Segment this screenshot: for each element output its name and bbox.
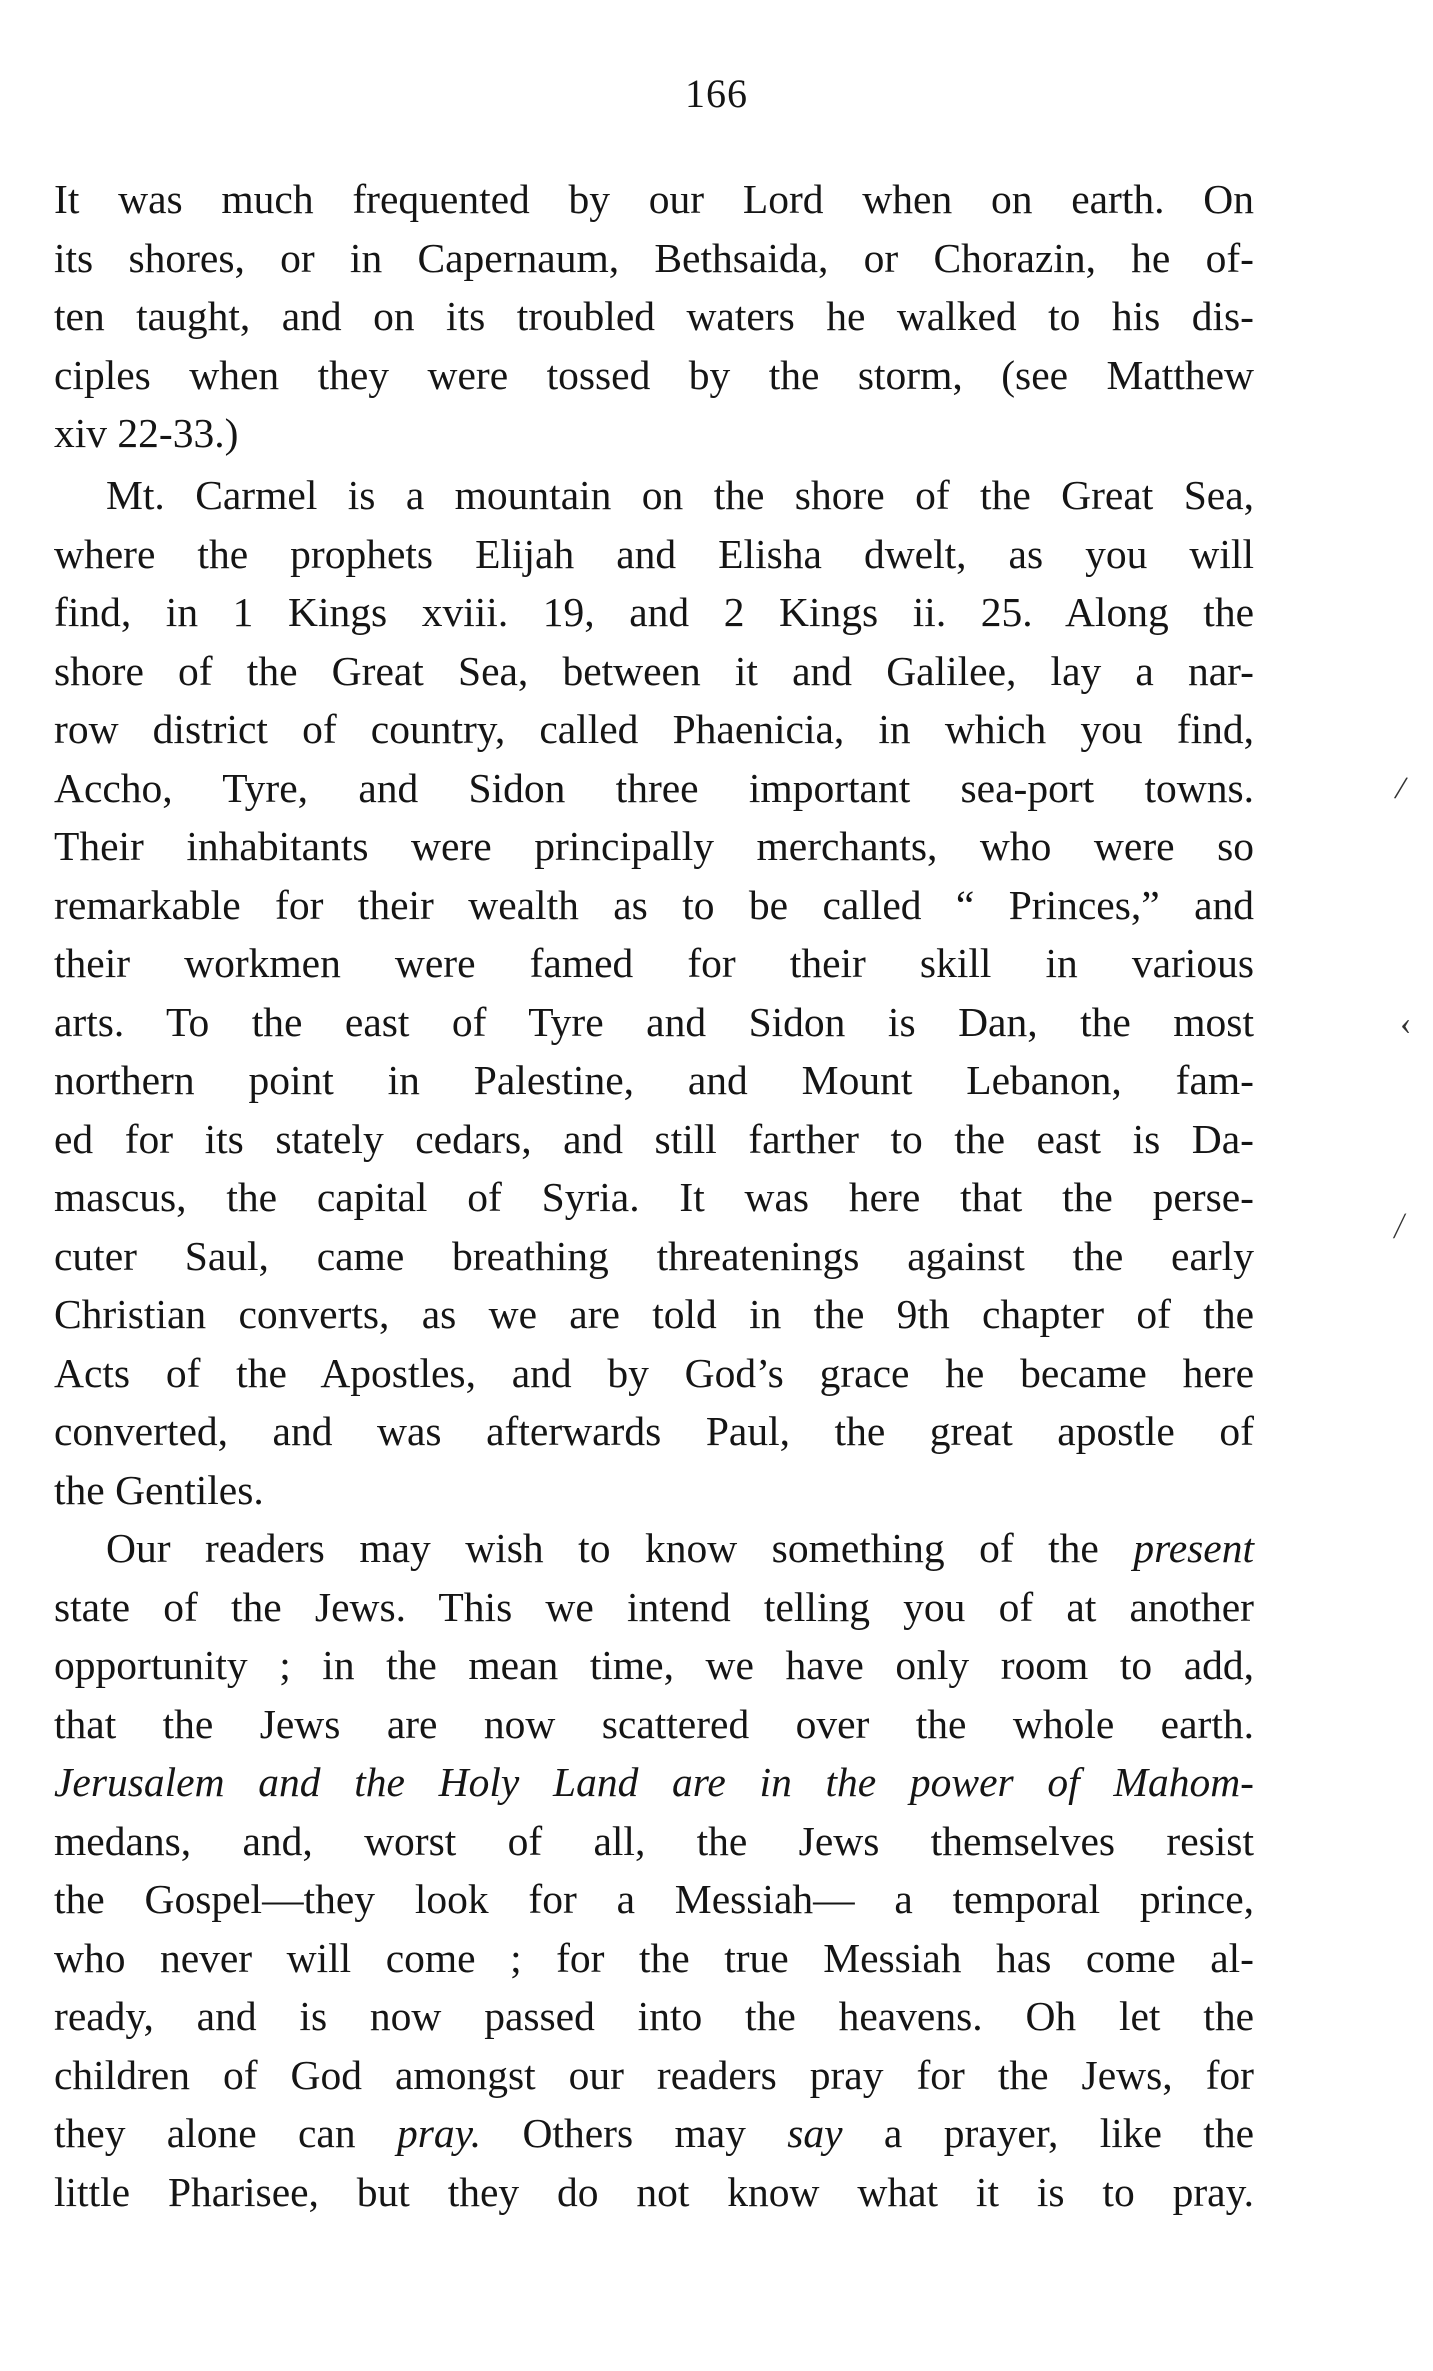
text-line: cuter Saul, came breathing threatenings against the early bbox=[54, 1232, 1254, 1279]
margin-mark: ‹ bbox=[1400, 1005, 1412, 1042]
text-line bbox=[54, 1519, 1254, 1578]
text-line: Christian converts, as we are told in the 9th chapter of the bbox=[54, 1291, 1254, 1337]
text-line: little Pharisee, but they do not know what it is to pray. bbox=[54, 2168, 1254, 2215]
italic-word: pray. bbox=[396, 2110, 482, 2156]
text-line: xiv 22-33.) bbox=[54, 410, 239, 456]
italic-word: present bbox=[1133, 1525, 1254, 1571]
text-line: ten taught, and on its troubled waters he walked to his dis- bbox=[54, 293, 1254, 339]
text-line: state of the Jews. This we intend telling you of at another bbox=[54, 1583, 1254, 1630]
text-line: Accho, Tyre, and Sidon three important sea-port towns. bbox=[54, 764, 1254, 811]
paragraph-1 bbox=[54, 170, 1254, 463]
paragraph-2 bbox=[54, 466, 1254, 1519]
text-run: Others may bbox=[481, 2110, 788, 2156]
text-line: the Gentiles. bbox=[54, 1466, 264, 1513]
text-line: find, in 1 Kings xviii. 19, and 2 Kings ii. 25. Along the bbox=[54, 589, 1254, 635]
paragraph-3 bbox=[54, 1519, 1254, 2221]
text-line: their workmen were famed for their skill in various bbox=[54, 940, 1254, 986]
text-line: its shores, or in Capernaum, Bethsaida, or Chorazin, he of- bbox=[54, 234, 1254, 281]
margin-mark: / bbox=[1392, 769, 1410, 808]
text-line: Mt. Carmel is a mountain on the shore of the Great Sea, bbox=[106, 472, 1254, 518]
margin-mark: ⁄ bbox=[1393, 1207, 1406, 1246]
text-line: ed for its stately cedars, and still farther to the east is Da- bbox=[54, 1115, 1254, 1162]
text-line: who never will come ; for the true Messiah has come al- bbox=[54, 1934, 1254, 1981]
text-line: where the prophets Elijah and Elisha dwelt, as you will bbox=[54, 530, 1254, 577]
text-line: children of God amongst our readers pray for the Jews, for bbox=[54, 2051, 1254, 2098]
text-line: row district of country, called Phaenicia, in which you find, bbox=[54, 706, 1254, 752]
text-line: shore of the Great Sea, between it and Galilee, lay a nar- bbox=[54, 647, 1254, 694]
text-line: ready, and is now passed into the heavens. Oh let the bbox=[54, 1993, 1254, 2039]
text-line bbox=[54, 2104, 1254, 2163]
text-line: It was much frequented by our Lord when on earth. On bbox=[54, 176, 1254, 222]
text-run: Our readers may wish to know something of the bbox=[106, 1525, 1134, 1571]
text-line: medans, and, worst of all, the Jews themselves resist bbox=[54, 1817, 1254, 1864]
italic-word: say bbox=[787, 2110, 843, 2156]
text-line: that the Jews are now scattered over the whole earth. bbox=[54, 1700, 1254, 1747]
text-line: converted, and was afterwards Paul, the great apostle of bbox=[54, 1408, 1254, 1454]
text-line: arts. To the east of Tyre and Sidon is Dan, the most bbox=[54, 998, 1254, 1045]
text-line: mascus, the capital of Syria. It was here that the perse- bbox=[54, 1174, 1254, 1220]
text-line: ciples when they were tossed by the storm, (see Matthew bbox=[54, 351, 1254, 398]
text-run: they alone can bbox=[54, 2110, 397, 2156]
page-number: 166 bbox=[685, 71, 748, 116]
italic-line: Jerusalem and the Holy Land are in the power of Mahom- bbox=[54, 1759, 1254, 1805]
text-line: opportunity ; in the mean time, we have only room to add, bbox=[54, 1642, 1254, 1688]
text-line: Their inhabitants were principally merchants, who were so bbox=[54, 823, 1254, 869]
text-line: remarkable for their wealth as to be called “ Princes,” and bbox=[54, 881, 1254, 928]
text-line: the Gospel—they look for a Messiah— a temporal prince, bbox=[54, 1876, 1254, 1922]
text-line: Acts of the Apostles, and by God’s grace he became here bbox=[54, 1349, 1254, 1396]
text-line bbox=[54, 1753, 1254, 1812]
text-line: northern point in Palestine, and Mount Lebanon, fam- bbox=[54, 1057, 1254, 1103]
text-run: a prayer, like the bbox=[842, 2110, 1255, 2156]
